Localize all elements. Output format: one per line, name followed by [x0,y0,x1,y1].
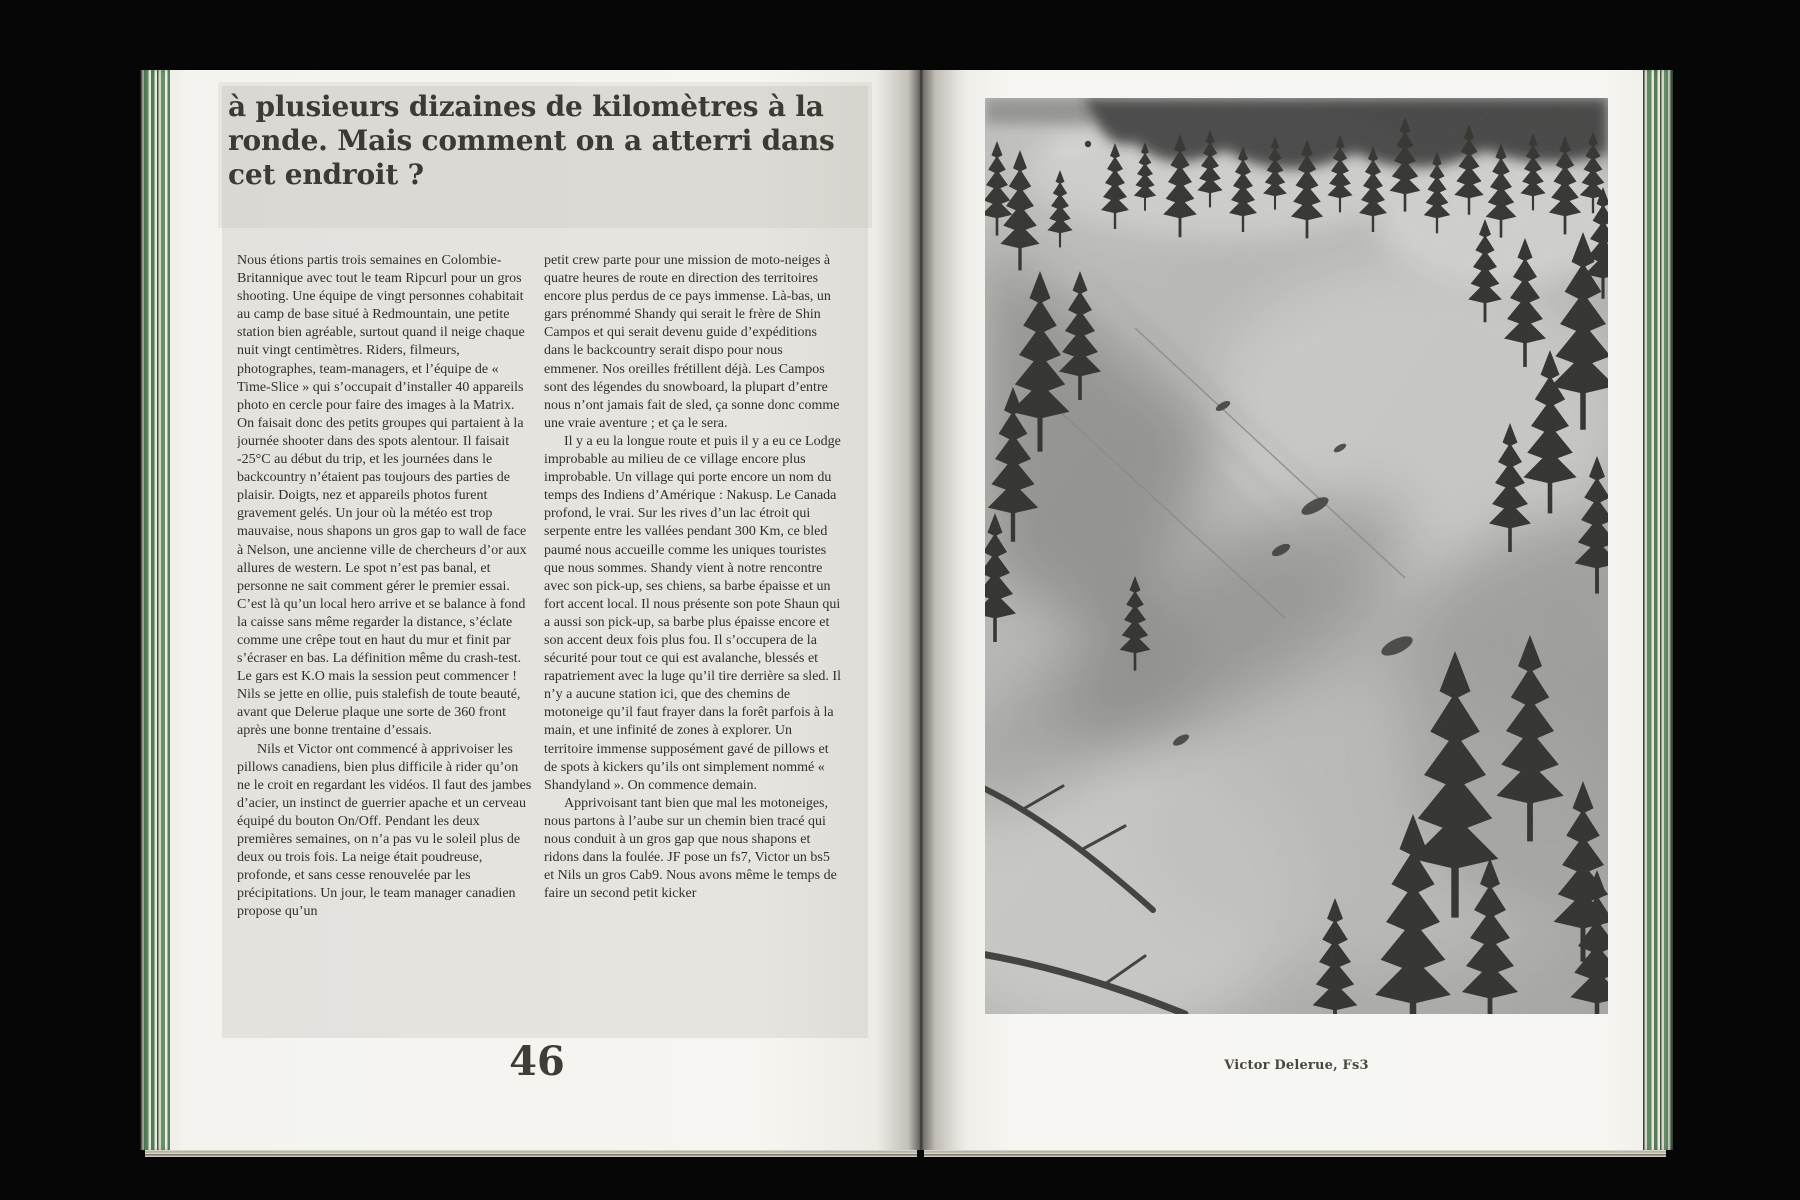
paragraph: Nous étions partis trois semaines en Colombie-Britannique avec tout le team Ripcurl pour un gros shooting. Une équipe de vingt personnes cohabitait au camp de base situé à Redmountain, une petite station bien agréable, surtout quand il neige chaque nuit vingt centimètres. Riders, filmeurs, photographes, team-managers, et l’équipe de « Time-Slice » qui s’occupait d’installer 40 appareils photo en cercle pour faire des images à la Matrix. On faisait donc des petits groupes qui partaient à la journée shooter dans des spots alentour. Il faisait -25°C au début du trip, et les journées dans le backcountry n’étaient pas toujours des parties de plaisir. Doigts, nez et appareils photos furent gravement gelés. Un jour où la météo est trop mauvaise, nous shapons un gros gap to wall de face à Nelson, une ancienne ville de chercheurs d’or aux allures de western. Le spot n’est pas banal, et personne ne sait comment gérer le premier essai. C’est là qu’un local hero arrive et se balance à fond la caisse sans même regarder la distance, s’éclate comme une crêpe tout en haut du mur et finit par s’écraser en bas. La définition même du crash-test. Le gars est K.O mais la session peut commencer ! Nils se jette en ollie, puis stalefish de toute beauté, avant que Delerue plaque une sorte de 360 front après une bonne trentaine d’essais. [237,253,527,739]
paragraph: Il y a eu la longue route et puis il y a eu ce Lodge improbable au milieu de ce village encore plus improbable. Un village qui porte encore un nom du temps des Indiens d’Amérique : Nakusp. Le Canada profond, le vrai. Sur les rives d’un lac étroit qui serpente entre les vallées pendant 300 Km, ce bled paumé nous accueille comme les uniques touristes que nous sommes. Shandy vient à notre rencontre avec son pick-up, ses chiens, sa barbe épaisse et un fort accent local. Il nous présente son pote Shaun qui a aussi son pick-up, sa barbe plus épaisse encore et son accent deux fois plus fou. Il s’occupera de la sécurité pour tout ce qui est avalanche, blessés et rapatriement avec la luge qu’il tire derrière sa sled. Il n’y a aucune station ici, que des chemins de motoneige qu’il faut frayer dans la forêt parfois à la main, et une infinité de zones à explorer. Un territoire immense supposément gavé de pillows et de spots à kickers qu’ils ont simplement nommé « Shandyland ». On commence demain. [544,433,841,793]
paragraph: petit crew parte pour une mission de moto-neiges à quatre heures de route en direction des territoires encore plus perdus de ce pays immense. Là-bas, un gars prénommé Shandy qui serait le frère de Shin Campos et qui serait devenu guide d’expéditions dans le backcountry serait dispo pour nous emmener. Nos oreilles frétillent déjà. Les Campos sont des légendes du snowboard, la plupart d’entre nous n’ont jamais fait de sled, ça sonne donc comme une vraie aventure ; et ça le sera. [544,253,840,431]
body-column-1 [237,252,534,1052]
photo-caption: Victor Delerue, Fs3 [1224,1058,1369,1073]
headline-line: ronde. Mais comment on a atterri dans [228,124,835,157]
right-page-bottom-edge [924,1150,1666,1157]
left-page-bottom-edge [145,1150,917,1157]
paragraph: Apprivoisant tant bien que mal les motoneiges, nous partons à l’aube sur un chemin bien tracé qui nous conduit à un gros gap que nous shapons et ridons dans la foulée. JF pose un fs7, Victor un bs5 et Nils un gros Cab9. Nous avons même le temps de faire un second petit kicker [544,795,837,902]
right-fore-edge-stripes [1643,70,1673,1150]
left-page [140,70,921,1150]
headline-line: à plusieurs dizaines de kilomètres à la [228,90,824,123]
paragraph: Nils et Victor ont commencé à apprivoiser les pillows canadiens, bien plus difficile à rider qu’on ne le croit en regardant les vidéos. Il faut des jambes d’acier, un instinct de guerrier apache et un cerveau équipé du bouton On/Off. Pendant les deux premières semaines, on n’a pas vu le soleil plus de deux ou trois fois. La neige était poudreuse, profonde, et sans cesse renouvelée par les précipitations. Un jour, le team manager canadien propose qu’un [237,741,532,920]
article-headline [228,90,868,192]
body-column-2 [544,252,841,1052]
left-fore-edge-stripes [140,70,170,1150]
right-page [921,70,1673,1150]
mountain-photo-illustration [985,98,1608,1014]
headline-line: cet endroit ? [228,158,424,191]
page-number: 46 [509,1038,565,1085]
magazine-spread [140,70,1673,1150]
snowboard-photo [985,98,1608,1014]
